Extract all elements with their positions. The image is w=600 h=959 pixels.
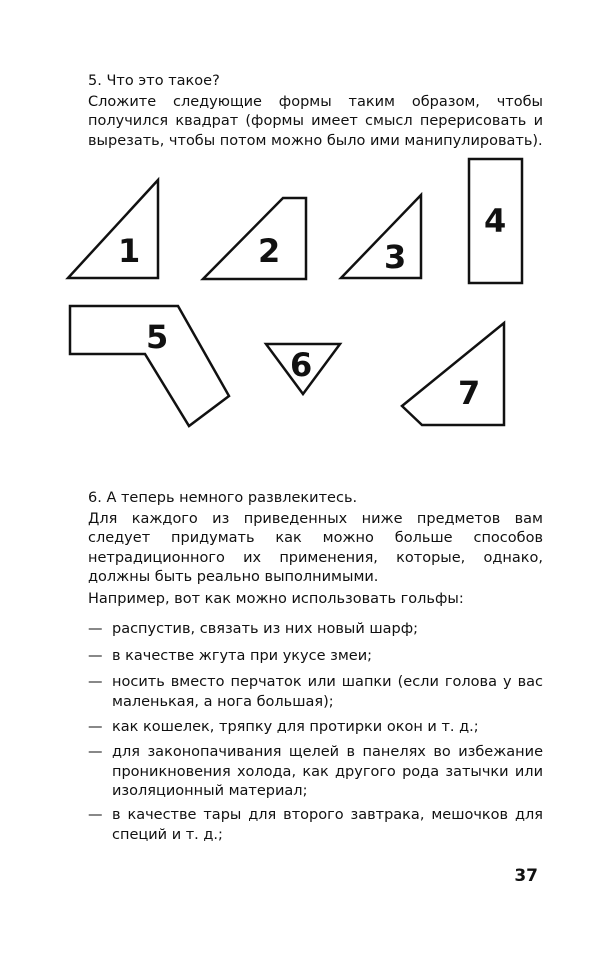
task5-body: Сложите следующие формы таким образом, чтобы получился квадрат (формы имеет смысл перерисовать и вырезать, чтобы потом можно было ими манипулировать).: [88, 93, 543, 149]
shape-3: [341, 195, 421, 278]
shape-label-5: 5: [146, 318, 169, 356]
list-item-text: для законопачивания щелей в панелях во избежание проникновения холода, как другого рода затычки или изоляционный материал;: [112, 744, 543, 799]
shape-label-1: 1: [118, 232, 141, 270]
shape-label-3: 3: [384, 238, 407, 276]
task5-title: 5. Что это такое?: [88, 73, 220, 89]
list-dash: —: [88, 744, 103, 760]
task6-body: Для каждого из приведенных ниже предметов вам следует придумать как можно больше способов нетрадиционного их применения, которые, однако, должны быть реально выполнимыми.: [88, 510, 543, 585]
list-dash: —: [88, 674, 103, 690]
puzzle-shapes: [0, 0, 600, 460]
list-dash: —: [88, 648, 103, 664]
list-item-text: в качестве тары для второго завтрака, мешочков для специй и т. д.;: [112, 807, 543, 843]
shape-7: [402, 323, 504, 425]
page-number: 37: [514, 866, 538, 886]
shape-label-6: 6: [290, 346, 313, 384]
shape-label-2: 2: [258, 232, 281, 270]
task6-block: [88, 489, 543, 609]
list-item-text: в качестве жгута при укусе змеи;: [112, 648, 373, 664]
list-item-text: распустив, связать из них новый шарф;: [112, 621, 419, 637]
list-dash: —: [88, 807, 103, 823]
list-item-text: носить вместо перчаток или шапки (если голова у вас маленькая, а нога большая);: [112, 674, 543, 710]
shape-label-7: 7: [458, 374, 481, 412]
list-item-text: как кошелек, тряпку для протирки окон и т. д.;: [112, 719, 479, 735]
task6-title: 6. А теперь немного развлекитесь.: [88, 490, 358, 506]
shape-1: [68, 180, 158, 278]
list-dash: —: [88, 621, 103, 637]
shape-2: [203, 198, 306, 279]
task6-example-intro: Например, вот как можно использовать гольфы:: [88, 590, 464, 607]
list-dash: —: [88, 719, 103, 735]
shape-label-4: 4: [484, 202, 507, 240]
